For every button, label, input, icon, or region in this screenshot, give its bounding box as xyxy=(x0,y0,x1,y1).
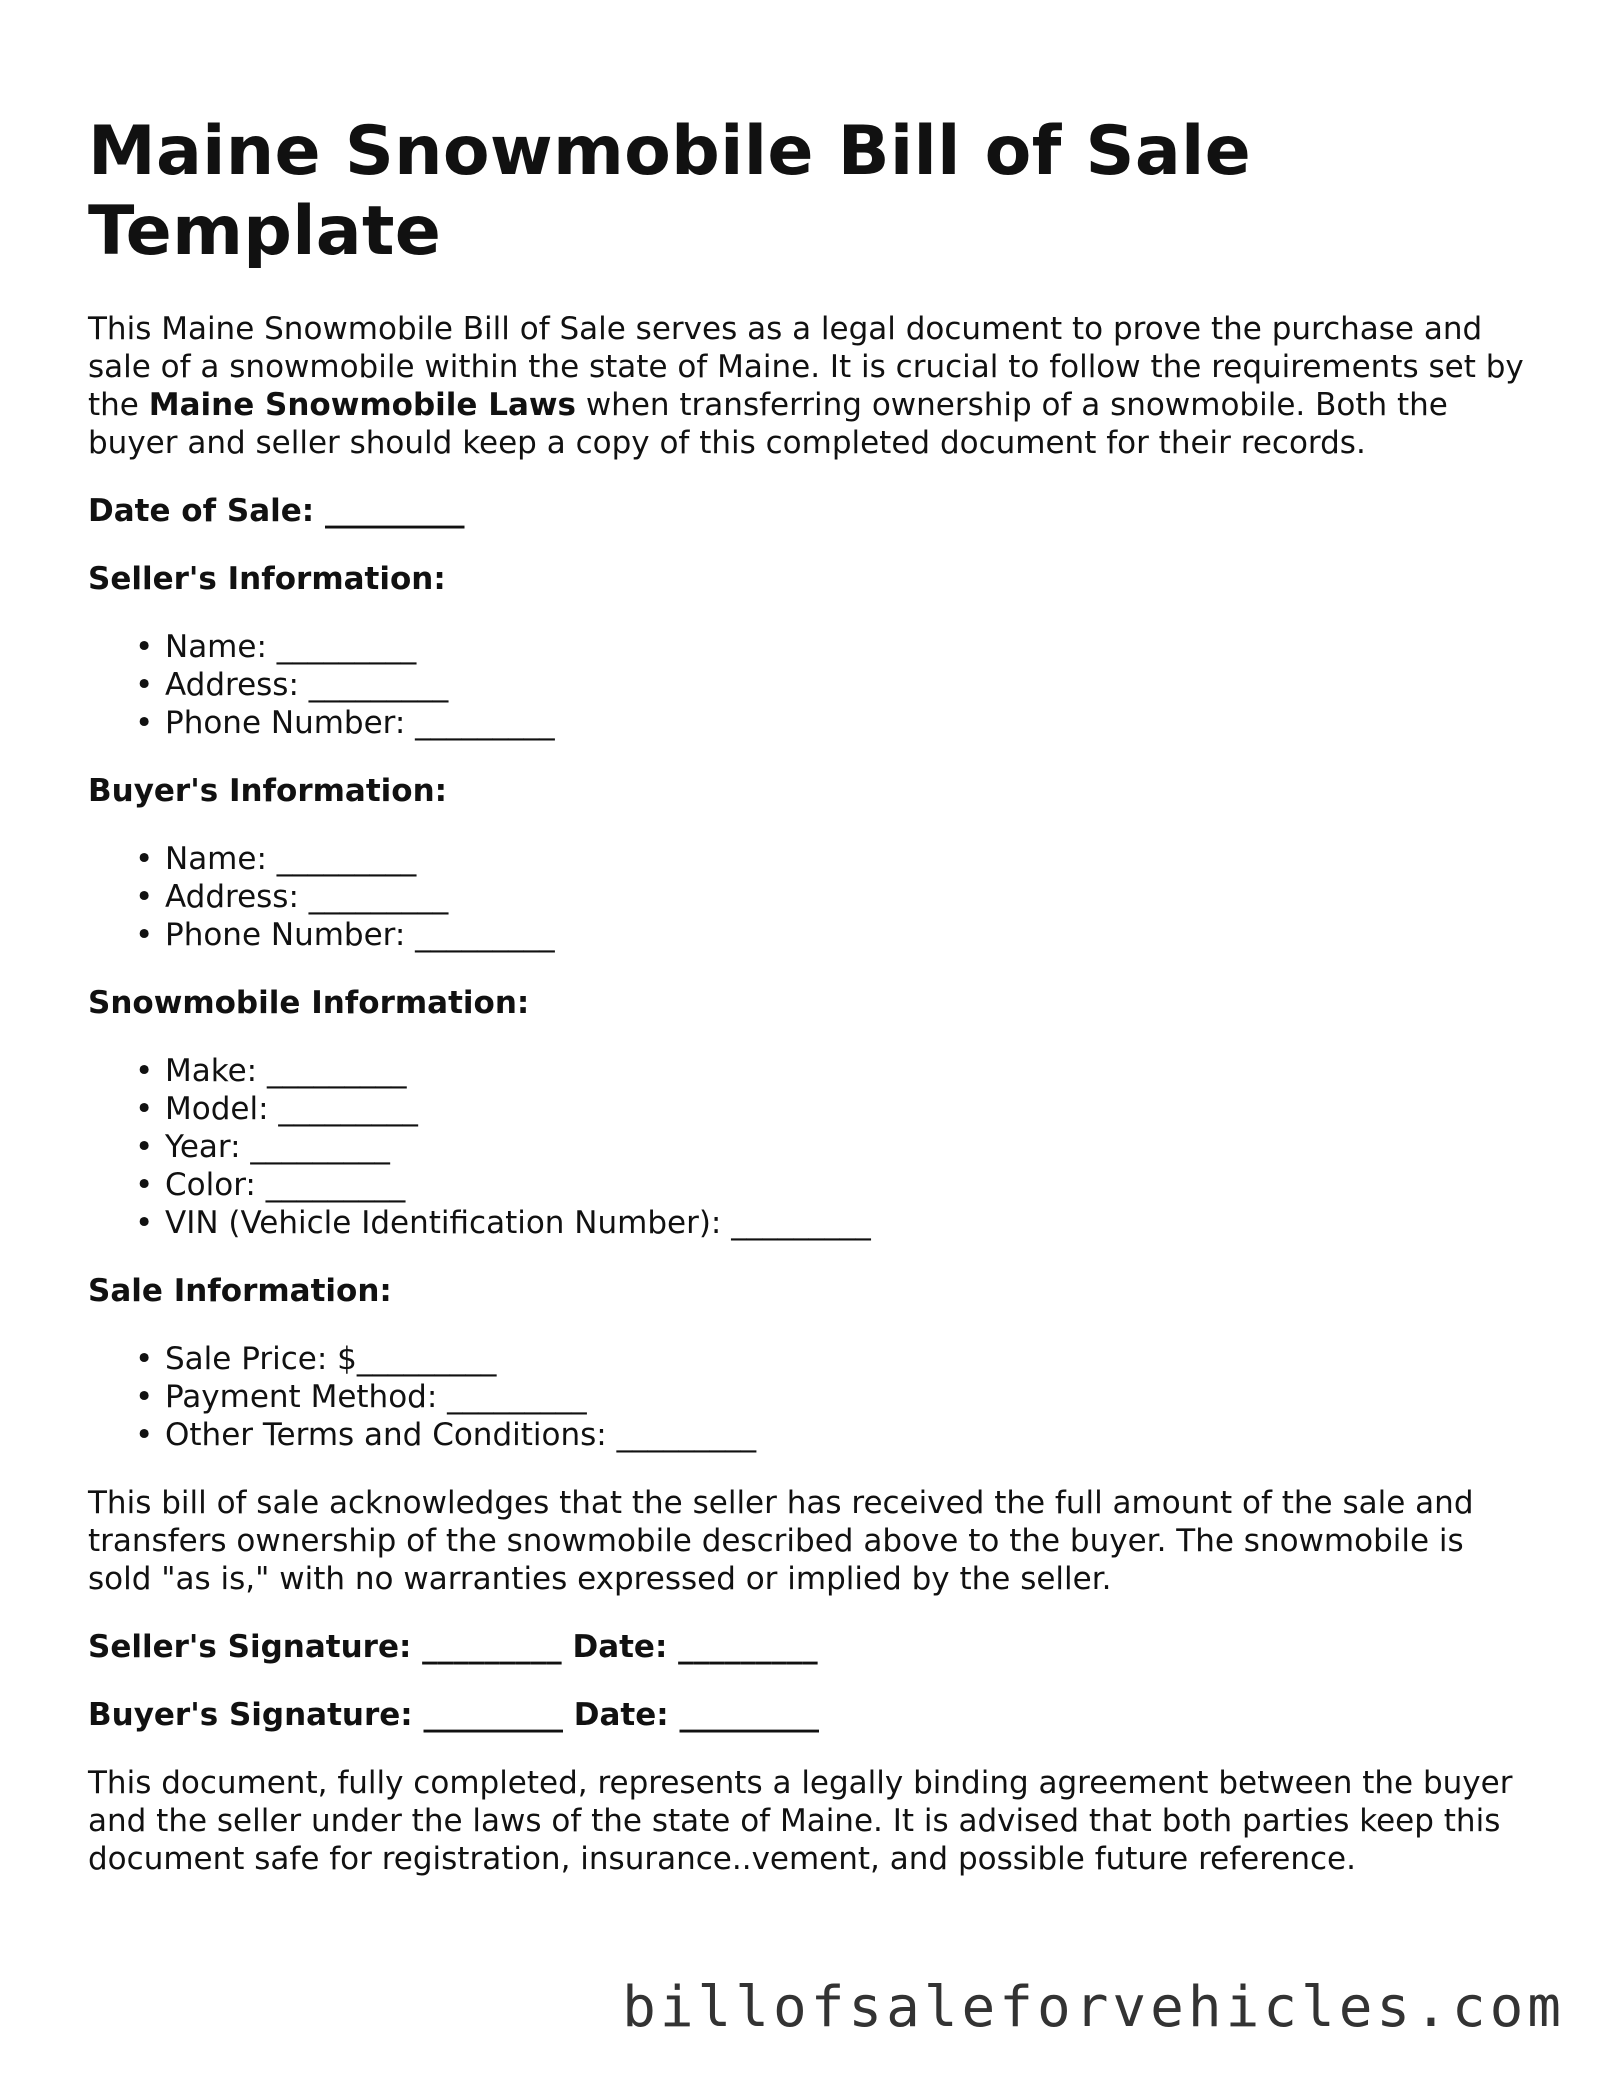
snowmobile-info-list xyxy=(88,1052,1528,1242)
bullet-icon: • xyxy=(135,879,154,915)
buyer-phone-field: Phone Number: _________ xyxy=(165,917,555,953)
bullet-icon: • xyxy=(135,1205,154,1241)
bullet-icon: • xyxy=(135,1053,154,1089)
list-item xyxy=(135,1378,1528,1416)
list-item xyxy=(135,840,1528,878)
sale-info-heading: Sale Information: xyxy=(88,1273,392,1309)
seller-name-field: Name: _________ xyxy=(165,629,417,665)
date-of-sale-label: Date of Sale: xyxy=(88,493,315,529)
bullet-icon: • xyxy=(135,1417,154,1453)
bullet-icon: • xyxy=(135,1091,154,1127)
watermark-text: billofsaleforvehicles.com xyxy=(622,1975,1565,2040)
bullet-icon: • xyxy=(135,1167,154,1203)
list-item xyxy=(135,916,1528,954)
list-item xyxy=(135,1128,1528,1166)
make-field: Make: _________ xyxy=(165,1053,407,1089)
seller-info-heading: Seller's Information: xyxy=(88,561,446,597)
model-field: Model: _________ xyxy=(165,1091,418,1127)
maine-snowmobile-laws-text: Maine Snowmobile Laws xyxy=(148,387,576,423)
year-field: Year: _________ xyxy=(165,1129,390,1165)
list-item xyxy=(135,1416,1528,1454)
buyer-info-list xyxy=(88,840,1528,954)
list-item xyxy=(135,704,1528,742)
seller-phone-field: Phone Number: _________ xyxy=(165,705,555,741)
bullet-icon: • xyxy=(135,629,154,665)
list-item xyxy=(135,628,1528,666)
buyer-address-field: Address: _________ xyxy=(165,879,449,915)
color-field: Color: _________ xyxy=(165,1167,406,1203)
document-page xyxy=(88,112,1528,1908)
seller-address-field: Address: _________ xyxy=(165,667,449,703)
bullet-icon: • xyxy=(135,1129,154,1165)
list-item xyxy=(135,1166,1528,1204)
seller-info-list xyxy=(88,628,1528,742)
intro-text-after: when transferring ownership of a snowmobile. Both the buyer and seller should keep a copy of this completed document for their records. xyxy=(88,387,1448,461)
list-item xyxy=(135,1340,1528,1378)
buyer-signature-line: Buyer's Signature: _________ Date: _________ xyxy=(88,1697,819,1733)
bullet-icon: • xyxy=(135,841,154,877)
list-item xyxy=(135,1204,1528,1242)
list-item xyxy=(135,1052,1528,1090)
other-terms-field: Other Terms and Conditions: _________ xyxy=(165,1417,757,1453)
list-item xyxy=(135,1090,1528,1128)
sale-price-field: Sale Price: $_________ xyxy=(165,1341,497,1377)
payment-method-field: Payment Method: _________ xyxy=(165,1379,587,1415)
page-title: Maine Snowmobile Bill of Sale Template xyxy=(88,112,1252,271)
date-of-sale-field xyxy=(88,492,1528,530)
sale-info-list xyxy=(88,1340,1528,1454)
intro-text-before: This Maine Snowmobile Bill of Sale serves as a legal document to prove the purchase and sale of a snowmobile within the state of Maine. It is crucial to follow the requirements set by the xyxy=(88,311,1524,423)
snowmobile-info-heading: Snowmobile Information: xyxy=(88,985,530,1021)
bullet-icon: • xyxy=(135,917,154,953)
seller-signature-line: Seller's Signature: _________ Date: _________ xyxy=(88,1629,818,1665)
closing-paragraph: This document, fully completed, represents a legally binding agreement between the buyer and the seller under the laws of the state of Maine. It is advised that both parties keep this document safe for registration, insurance..vement, and possible future reference. xyxy=(88,1765,1513,1877)
intro-paragraph xyxy=(88,310,1528,462)
bullet-icon: • xyxy=(135,1341,154,1377)
bullet-icon: • xyxy=(135,705,154,741)
bullet-icon: • xyxy=(135,1379,154,1415)
date-of-sale-blank: _________ xyxy=(324,493,465,529)
list-item xyxy=(135,666,1528,704)
vin-field: VIN (Vehicle Identification Number): _________ xyxy=(165,1205,871,1241)
buyer-info-heading: Buyer's Information: xyxy=(88,773,448,809)
bullet-icon: • xyxy=(135,667,154,703)
acknowledgment-paragraph: This bill of sale acknowledges that the seller has received the full amount of the sale and transfers ownership of the snowmobile described above to the buyer. The snowmobile is sold "as is," with no warranties expressed or implied by the seller. xyxy=(88,1485,1474,1597)
list-item xyxy=(135,878,1528,916)
buyer-name-field: Name: _________ xyxy=(165,841,417,877)
